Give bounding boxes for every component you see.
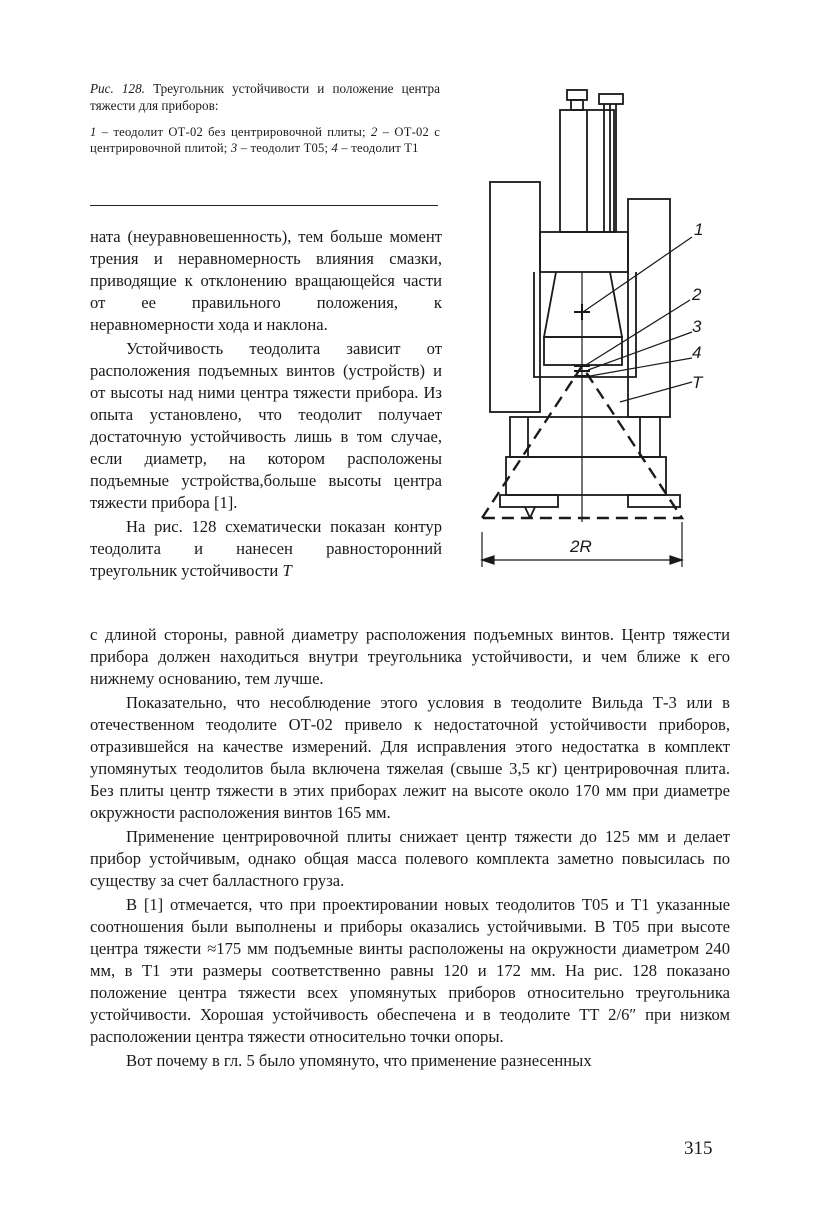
column-paragraph-2: Устойчивость теодолита зависит от расположения подъемных винтов (устройств) и от высоты над ними центра тяжести прибора. Из опыта установлено, что теодолит получает достаточную устойчивость лишь в том случае, если диаметр, на котором расположены подъемные устройства,больше высоты центра тяжести прибора [1]. [90, 339, 442, 512]
foot-screw-left [500, 495, 558, 507]
base-block [544, 337, 622, 365]
legend-item-4: теодолит Т1 [351, 141, 419, 155]
column-paragraph-3 [90, 516, 442, 582]
caption-title-text: Треугольник устойчивости и положение центра тяжести для приборов: [90, 81, 440, 113]
caption-legend: 1 – теодолит ОТ-02 без центрировочной плиты; 2 – ОТ-02 с центрировочной плитой; 3 – теодолит Т05; 4 – теодолит Т1 [90, 125, 440, 155]
label-4: 4 [692, 343, 702, 362]
column-paragraph-1: ната (неуравновешенность), тем больше момент трения и неравномерность влияния смазки, приводящие к отклонению вращающейся части от ее правильного положения, к неравномерности хода и наклона. [90, 227, 442, 334]
label-T: T [692, 373, 703, 392]
legend-num-1: 1 [90, 125, 97, 139]
dimension-2R: 2R [570, 537, 592, 556]
caption-title [90, 80, 440, 114]
knob-right [599, 94, 623, 104]
lower-body [510, 417, 660, 457]
body-paragraph-4: В [1] отмечается, что при проектировании новых теодолитов Т05 и Т1 указанные соотношения были выполнены и приборы оказались устойчивыми. В Т05 при высоте центра тяжести ≈175 мм подъемные винты расположены на окружности диаметром 240 мм, в Т1 эти размеры соответственно равны 120 и 172 мм. На рис. 128 показано положение центра тяжести всех упомянутых приборов относительно треугольника устойчивости. Хорошая устойчивость обеспечена и в теодолите ТТ 2/6″ при низком расположении центра тяжести относительно точки опоры. [90, 895, 730, 1046]
tribrach [506, 457, 666, 495]
theodolite-figure [470, 82, 730, 582]
legend-item-3: теодолит Т05; [250, 141, 329, 155]
caption-fig-label: Рис. 128. [90, 81, 145, 96]
legend-item-2: ОТ-02 с центрировочной плитой; [90, 125, 440, 155]
knob-left-stem [571, 100, 583, 110]
label-3: 3 [692, 317, 702, 336]
label-2: 2 [692, 285, 702, 304]
right-standard [628, 199, 670, 417]
body-paragraph-2: Показательно, что несоблюдение этого условия в теодолите Вильда Т-3 или в отечественном теодолите ОТ-02 привело к недостаточной устойчивости приборов, отразившейся на качестве измерений. Для исправления этого недостатка в комплект упомянутых теодолитов была включена тяжелая (свыше 3,5 кг) центрировочная плита. Без плиты центр тяжести в этих приборах лежит на высоте около 170 мм при диаметре окружности расположения винтов 165 мм. [90, 693, 730, 822]
knob-left [567, 90, 587, 100]
figure-caption [90, 80, 440, 156]
body-text [90, 624, 730, 1072]
legend-num-3: 3 [230, 141, 238, 155]
body-paragraph-5: Вот почему в гл. 5 было упомянуто, что применение разнесенных [126, 1051, 592, 1070]
label-1: 1 [694, 220, 704, 239]
legend-item-1: теодолит ОТ-02 без центрировочной плиты; [113, 125, 366, 139]
theodolite-diagram [470, 82, 730, 582]
legend-num-2: 2 [370, 125, 378, 139]
page-number: 315 [684, 1138, 713, 1159]
italic-T: T [282, 561, 292, 580]
text-column [90, 226, 442, 582]
column-paragraph-3-text: На рис. 128 схематически показан контур теодолита и нанесен равносторонний треугольник устойчивости [90, 517, 442, 580]
legend-num-4: 4 [331, 141, 339, 155]
body-paragraph-3: Применение центрировочной плиты снижает центр тяжести до 125 мм и делает прибор устойчивым, однако общая масса полевого комплекта заметно повысилась по существу за счет балластного груза. [90, 827, 730, 890]
caption-divider [90, 205, 438, 206]
left-standard [490, 182, 540, 412]
body-paragraph-1: с длиной стороны, равной диаметру расположения подъемных винтов. Центр тяжести прибора должен находиться внутри треугольника устойчивости, и чем ближе к его нижнему основанию, тем лучше. [90, 625, 730, 688]
axis-block [540, 232, 628, 272]
